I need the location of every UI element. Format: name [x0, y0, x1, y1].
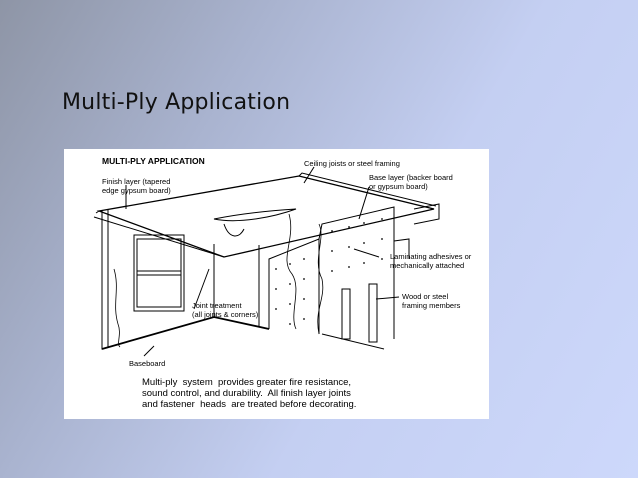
slide-title: Multi-Ply Application: [62, 90, 291, 115]
label-baseboard: Baseboard: [129, 359, 166, 368]
label-ceiling-joists: Ceiling joists or steel framing: [304, 159, 400, 168]
label-base-layer: Base layer (backer board or gypsum board): [369, 173, 453, 191]
label-wood-steel: Wood or steel framing members: [402, 292, 461, 310]
label-finish-layer: Finish layer (tapered edge gypsum board): [102, 177, 171, 195]
label-laminating: Laminating adhesives or mechanically attached: [390, 252, 472, 270]
multi-ply-diagram: [64, 149, 489, 419]
figure-caption: Multi-ply system provides greater fire resistance, sound control, and durability. All finish layer joints and fastener heads are treated before decorating.: [142, 377, 357, 410]
label-joint-treatment: Joint treatment (all joints & corners): [192, 301, 259, 319]
figure-title: MULTI-PLY APPLICATION: [102, 156, 205, 166]
